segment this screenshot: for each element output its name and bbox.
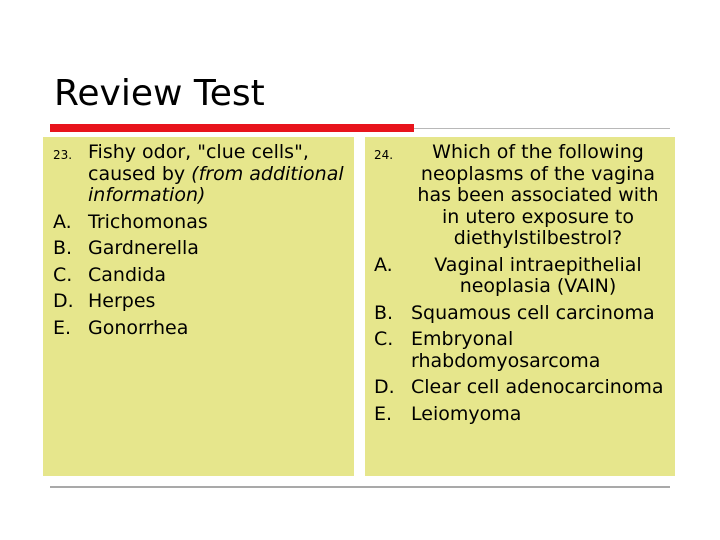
question-24-stem [365, 142, 675, 250]
answer-option-c[interactable] [43, 265, 354, 287]
option-text: Vaginal intraepithelial neoplasia (VAIN) [434, 253, 642, 297]
question-24-stem-text: Which of the following neoplasms of the vagina has been associated with in utero exposure to diethylstilbestrol? [417, 141, 659, 249]
option-text: Trichomonas [88, 210, 208, 233]
option-text: Candida [88, 263, 166, 286]
option-letter: E. [53, 316, 72, 339]
option-text: Leiomyoma [411, 402, 522, 425]
question-23-stem-text: Fishy odor, "clue cells", caused by [88, 141, 309, 185]
question-23 [43, 142, 354, 339]
answer-option-e[interactable] [365, 404, 675, 426]
option-letter: B. [53, 237, 73, 259]
question-24 [365, 142, 675, 425]
question-number: 24. [374, 148, 394, 162]
question-23-stem-note: (from additional information) [88, 162, 344, 206]
option-letter: B. [374, 301, 394, 324]
answer-option-b[interactable] [43, 238, 354, 260]
question-23-stem [43, 142, 354, 207]
option-text: Gardnerella [88, 237, 199, 259]
question-23-panel [43, 137, 354, 476]
answer-option-b[interactable] [365, 303, 675, 325]
question-number: 23. [53, 148, 73, 162]
option-letter: C. [374, 328, 394, 350]
title-divider-rule [414, 128, 670, 129]
answer-option-e[interactable] [43, 318, 354, 340]
answer-option-d[interactable] [365, 377, 675, 399]
slide-title: Review Test [54, 73, 265, 114]
option-letter: E. [374, 402, 393, 425]
question-24-panel [365, 137, 675, 476]
option-letter: D. [53, 290, 74, 312]
option-letter: D. [374, 376, 395, 398]
option-letter: A. [374, 253, 393, 276]
footer-divider-rule [50, 486, 670, 488]
answer-option-d[interactable] [43, 291, 354, 313]
option-letter: C. [53, 263, 73, 286]
answer-option-a[interactable] [365, 255, 675, 298]
option-text: Squamous cell carcinoma [411, 301, 655, 324]
answer-option-c[interactable] [365, 329, 675, 372]
option-text: Embryonal rhabdomyosarcoma [411, 328, 601, 372]
answer-option-a[interactable] [43, 212, 354, 234]
option-text: Clear cell adenocarcinoma [411, 376, 664, 398]
option-text: Herpes [88, 290, 156, 312]
title-accent-rule [50, 124, 414, 132]
option-text: Gonorrhea [88, 316, 189, 339]
option-letter: A. [53, 210, 72, 233]
